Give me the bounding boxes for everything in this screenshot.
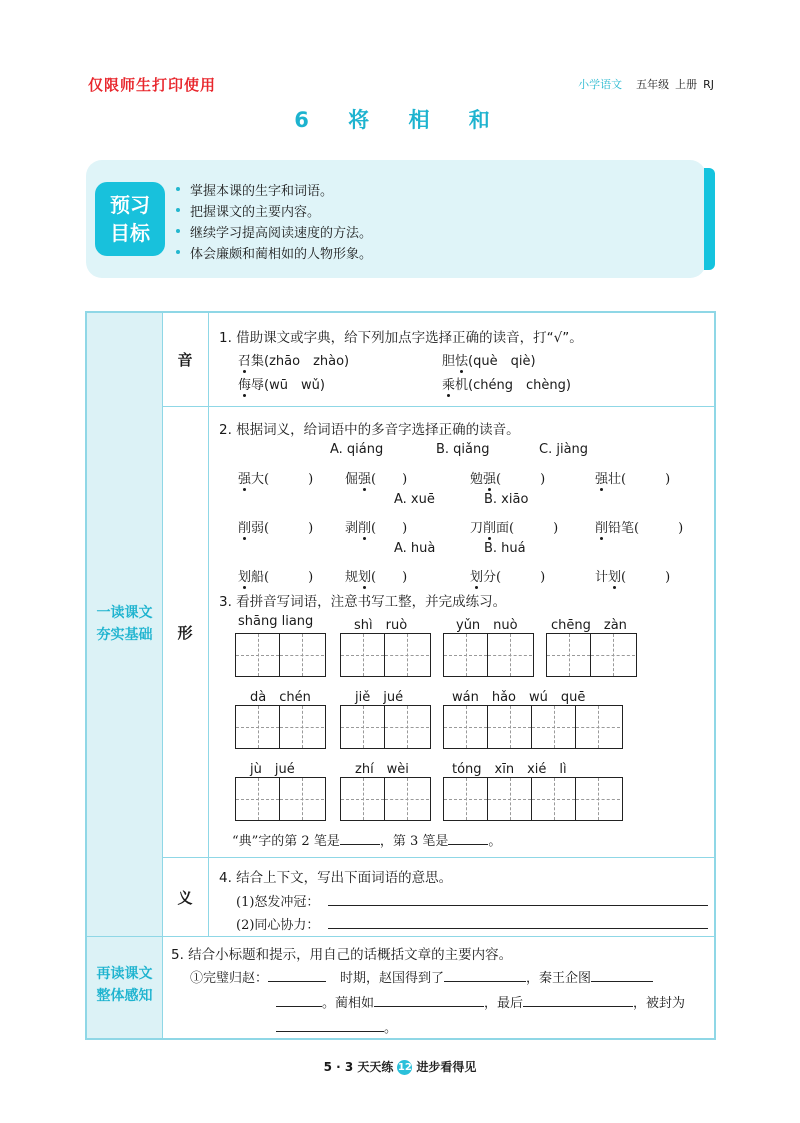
goal-item [176,201,372,222]
emphasis-char: 削 [358,521,372,536]
pinyin-label: tóng xīn xié lì [452,762,567,777]
writing-grid[interactable] [235,777,326,821]
summary-line-3: 。 [276,1017,397,1036]
answer-blank[interactable] [276,1017,384,1032]
goal-text: 把握课文的主要内容。 [190,205,321,220]
pinyin-choice: 召集(zhāo zhào) [238,354,350,369]
emphasis-char: 划 [358,570,372,585]
bullet-icon [176,250,180,254]
question-5: 5. 结合小标题和提示，用自己的话概括文章的主要内容。 [171,947,513,963]
pinyin-label: wán hǎo wú quē [452,690,586,705]
pinyin-label: zhí wèi [355,762,409,777]
reading-option: A. xuē [394,492,435,507]
emphasis-char: 划 [238,570,252,585]
badge-line-2: 目标 [110,221,150,245]
writing-grid[interactable] [340,633,431,677]
emphasis-char: 强 [238,472,252,487]
goal-text: 继续学习提高阅读速度的方法。 [190,226,373,241]
writing-grid[interactable] [546,633,637,677]
section-label-line: 再读课文 [96,966,153,982]
subject-label: 小学语文 [578,78,623,91]
word-blank[interactable]: 强大( ) [238,472,314,487]
pinyin-choice: 侮辱(wū wǔ) [238,378,325,393]
divider [162,313,163,1038]
question-1: 1. 借助课文或字典，给下列加点字选择正确的读音，打“√”。 [219,330,583,346]
pinyin-choice: 胆怯(què qiè) [442,354,536,369]
page-footer [0,1058,800,1075]
bullet-icon [176,208,180,212]
goal-item [176,243,372,264]
answer-blank[interactable] [268,967,326,982]
meaning-item-1: (1)怒发冲冠： [236,895,320,910]
writing-grid[interactable] [443,705,623,749]
writing-grid[interactable] [235,705,326,749]
section-label-line: 一读课文 [96,605,153,621]
section-label-second [87,963,162,1007]
pinyin-label: chēng zàn [551,618,627,633]
answer-blank[interactable] [448,830,488,845]
writing-grid[interactable] [443,633,534,677]
stroke-question: “典”字的第 2 笔是 ，第 3 笔是 。 [232,830,501,849]
pinyin-label: shāng liang [238,614,314,629]
word-blank[interactable]: 削铅笔( ) [595,521,684,536]
emphasis-char: 划 [470,570,484,585]
reading-option: A. qiáng [330,442,384,457]
word-blank[interactable]: 规划( ) [345,570,408,585]
writing-grid[interactable] [340,777,431,821]
word-blank[interactable]: 计划( ) [595,570,671,585]
section-label-line: 整体感知 [96,988,153,1004]
divider [87,936,714,937]
emphasis-char: 侮 [238,378,252,393]
summary-line-1: ①完璧归赵： 时期，赵国得到了 ，秦王企图 [190,967,653,986]
edition-label: RJ [703,78,714,91]
reading-option: A. huà [394,541,436,556]
label-shape: 形 [177,624,193,642]
goal-text: 体会廉颇和蔺相如的人物形象。 [190,247,373,262]
word-blank[interactable]: 划分( ) [470,570,546,585]
badge-line-1: 预习 [110,193,150,217]
answer-blank[interactable] [591,967,653,982]
emphasis-char: 强 [483,472,497,487]
preview-goals-badge [95,182,165,256]
word-blank[interactable]: 划船( ) [238,570,314,585]
answer-line[interactable] [328,891,708,906]
reading-option: C. jiàng [539,442,589,457]
word-blank[interactable]: 倔强( ) [345,472,408,487]
pinyin-label: jiě jué [355,690,404,705]
reading-option: B. huá [484,541,526,556]
emphasis-char: 削 [483,521,497,536]
answer-blank[interactable] [340,830,380,845]
answer-blank[interactable] [374,992,484,1007]
lesson-title: 6 将 相 和 [294,108,506,132]
emphasis-char: 强 [358,472,372,487]
emphasis-char: 怯 [455,354,469,369]
emphasis-char: 召 [238,354,252,369]
footer-brand: 5 · 3 天天练 [323,1060,394,1074]
goal-text: 掌握本课的生字和词语。 [190,184,334,199]
footer-slogan: 进步看得见 [416,1060,477,1074]
bullet-icon [176,229,180,233]
emphasis-char: 强 [595,472,609,487]
question-4: 4. 结合上下文，写出下面词语的意思。 [219,870,453,886]
word-blank[interactable]: 强壮( ) [595,472,671,487]
grade-label: 五年级 [636,78,670,91]
question-2: 2. 根据词义，给词语中的多音字选择正确的读音。 [219,422,520,438]
summary-line-2: 。蔺相如 ，最后 ，被封为 [276,992,685,1011]
volume-label: 上册 [675,78,698,91]
divider [162,857,714,858]
label-meaning: 义 [177,889,193,907]
pinyin-choice: 乘机(chéng chèng) [442,378,571,393]
emphasis-char: 乘 [442,378,456,393]
answer-line[interactable] [328,914,708,929]
goal-list [176,180,372,264]
pinyin-label: dà chén [250,690,311,705]
writing-grid[interactable] [235,633,326,677]
bullet-icon [176,187,180,191]
reading-option: B. xiāo [484,492,529,507]
answer-blank[interactable] [276,992,322,1007]
reading-option: B. qiǎng [436,442,490,457]
word-blank[interactable]: 削弱( ) [238,521,314,536]
emphasis-char: 划 [608,570,622,585]
goal-item [176,222,372,243]
course-info [572,76,714,92]
pinyin-label: shì ruò [354,618,408,633]
writing-grid[interactable] [443,777,623,821]
label-sound: 音 [177,351,193,369]
word-blank[interactable]: 刀削面( ) [470,521,559,536]
pinyin-label: jù jué [250,762,295,777]
goal-item [176,180,372,201]
page-number: 12 [397,1062,412,1073]
section-label-first [87,602,162,646]
word-blank[interactable]: 勉强( ) [470,472,546,487]
section-label-line: 夯实基础 [96,627,153,643]
divider [162,406,714,407]
pinyin-label: yǔn nuò [456,618,518,633]
print-notice: 仅限师生打印使用 [88,76,217,94]
word-blank[interactable]: 剥削( ) [345,521,408,536]
question-3: 3. 看拼音写词语，注意书写工整，并完成练习。 [219,594,507,610]
meaning-item-2: (2)同心协力： [236,918,320,933]
emphasis-char: 削 [238,521,252,536]
answer-blank[interactable] [523,992,633,1007]
emphasis-char: 削 [595,521,609,536]
goals-side-tab [704,168,715,270]
answer-blank[interactable] [444,967,526,982]
writing-grid[interactable] [340,705,431,749]
